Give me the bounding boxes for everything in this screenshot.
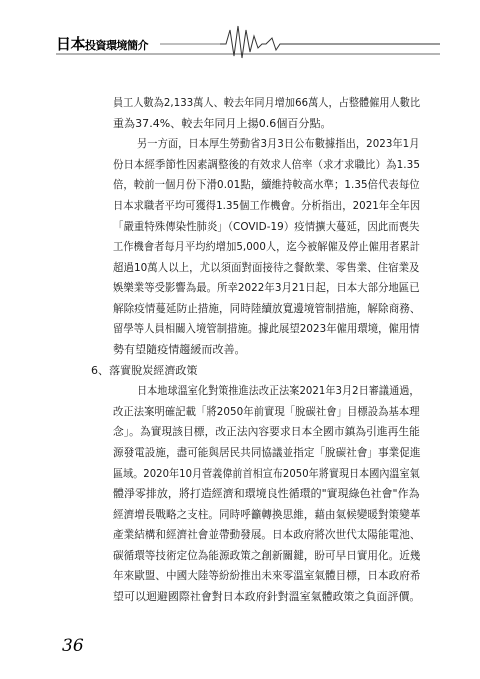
text-line: 產業結構和經濟社會並帶動發展。日本政府將次世代太陽能電池、 [113,528,421,542]
text-line: 留學等人員相關入境管制措施。據此展望2023年僱用環境，僱用情 [113,322,420,336]
text-line: 員工人數為2,133萬人、較去年同月增加66萬人，占整體僱用人數比 [113,96,421,109]
text-line: 日本地球溫室化對策推進法改正法案2021年3月2日審議通過， [137,384,420,398]
text-line: 日本求職者平均可獲得1.35個工作機會。分析指出，2021年全年因 [113,198,421,212]
text-line: 碳循環等技術定位為能源政策之創新關鍵，盼可早日實用化。近幾 [113,548,421,562]
section-heading: 6、落實脫炭經濟政策 [91,363,198,377]
text-line: 另一方面，日本厚生勞動省3月3日公布數據指出，2023年1月 [137,137,420,151]
text-line: 解除疫情蔓延防止措施，同時陸續放寬邊境管制措施，解除商務、 [113,301,421,315]
text-line: 體淨零排放，將打造經濟和環境良性循環的"實現綠色社會"作為 [113,487,420,501]
text-line: 重為37.4%、較去年同月上揚0.6個百分點。 [113,116,332,130]
text-line: 年來歐盟、中國大陸等紛紛推出未來零溫室氣體目標，日本政府希 [113,569,421,583]
text-line: 念」。為實現該目標，改正法內容要求日本全國市鎮為引進再生能 [113,425,420,439]
text-line: 超過10萬人以上，尤以須面對面接待之餐飲業、零售業、住宿業及 [113,260,420,274]
text-line: 改正法案明確記載「將2050年前實現「脫碳社會」目標設為基本理 [113,404,420,418]
text-line: 源發電設施，盡可能與居民共同協議並指定「脫碳社會」事業促進 [113,445,421,459]
text-line: 望可以迴避國際社會對日本政府針對溫室氣體政策之負面評價。 [113,590,421,603]
running-header [0,0,480,64]
text-line: 倍，較前一個月份下滑0.01點，續維持較高水準；1.35倍代表每位 [113,178,420,192]
page-number: 36 [62,636,84,656]
text-line: 工作機會者每月平均約增加5,000人，迄今被解僱及停止僱用者累計 [113,240,421,254]
text-line: 「嚴重特殊傳染性肺炎」（COVID-19）疫情擴大蔓延，因此而喪失 [113,219,420,233]
header-title: 日本投資環境簡介 [56,35,149,53]
text-line: 份日本經季節性因素調整後的有效求人倍率（求才求職比）為1.35 [113,157,421,171]
text-line: 勢有望隨疫情趨緩而改善。 [113,343,246,356]
text-line: 娛樂業等受影響為最。所幸2022年3月21日起，日本大部分地區已 [113,281,420,295]
heartbeat-line-icon [220,26,440,58]
text-line: 區域。2020年10月菅義偉前首相宣布2050年將實現日本國內溫室氣 [113,466,420,480]
header-decoration [0,0,480,64]
text-line: 經濟增長戰略之支柱。同時呼籲轉換思維，藉由氣候變暖對策變革 [113,507,421,521]
